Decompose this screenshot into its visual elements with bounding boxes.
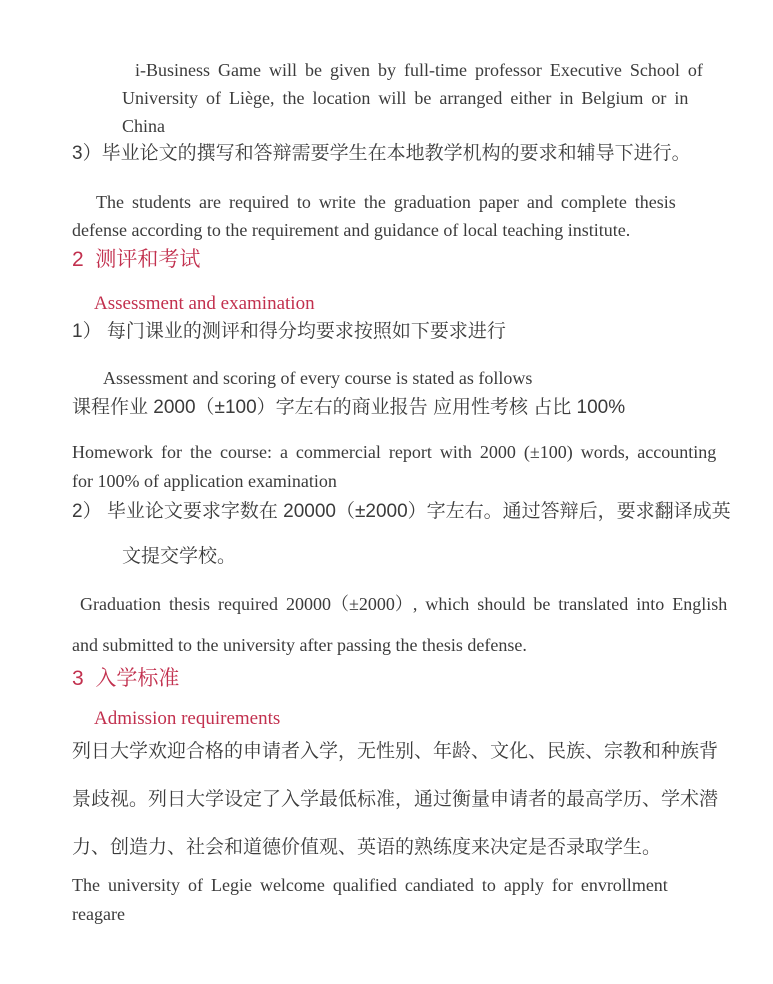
section2-homework-en-line-2: for 100% of application examination bbox=[72, 471, 337, 491]
section2-heading-zh: 2 测评和考试 bbox=[72, 248, 201, 271]
section3-heading-en: Admission requirements bbox=[94, 708, 281, 729]
section3-body-en-line-2: reagare bbox=[72, 904, 125, 924]
intro-line-1: i-Business Game will be given by full-time professor Executive School of bbox=[135, 60, 703, 80]
section3-heading-zh: 3 入学标准 bbox=[72, 667, 180, 690]
section3-body-zh-line-2: 景歧视。列日大学设定了入学最低标准，通过衡量申请者的最高学历、学术潜 bbox=[72, 789, 719, 810]
section2-thesis-en-line-1: Graduation thesis required 20000（±2000）, which should be translated into English bbox=[80, 594, 728, 614]
section3-body-en-line-1: The university of Legie welcome qualified candiated to apply for envrollment bbox=[72, 875, 668, 895]
section2-item2-zh-line-2: 文提交学校。 bbox=[122, 546, 237, 567]
intro-line-3: China bbox=[122, 116, 165, 136]
section2-item1-zh: 1） 每门课业的测评和得分均要求按照如下要求进行 bbox=[72, 321, 506, 342]
section2-item2-zh-line-1: 2） 毕业论文要求字数在 20000（±2000）字左右。通过答辩后，要求翻译成英 bbox=[72, 501, 731, 522]
section3-body-zh-line-1: 列日大学欢迎合格的申请者入学，无性别、年龄、文化、民族、宗教和种族背 bbox=[72, 741, 719, 762]
section2-thesis-en-line-2: and submitted to the university after passing the thesis defense. bbox=[72, 635, 527, 655]
section2-homework-en-line-1: Homework for the course: a commercial report with 2000 (±100) words, accounting bbox=[72, 442, 717, 462]
item3-zh: 3）毕业论文的撰写和答辩需要学生在本地教学机构的要求和辅导下进行。 bbox=[72, 143, 691, 164]
section2-coursework-zh: 课程作业 2000（±100）字左右的商业报告 应用性考核 占比 100% bbox=[72, 397, 626, 418]
item3-en-line-2: defense according to the requirement and guidance of local teaching institute. bbox=[72, 220, 631, 240]
section3-body-zh-line-3: 力、创造力、社会和道德价值观、英语的熟练度来决定是否录取学生。 bbox=[72, 837, 662, 858]
item3-en-line-1: The students are required to write the graduation paper and complete thesis bbox=[96, 192, 676, 212]
section2-item1-en: Assessment and scoring of every course is stated as follows bbox=[103, 368, 533, 388]
section2-heading-en: Assessment and examination bbox=[94, 293, 315, 314]
intro-line-2: University of Liège, the location will be arranged either in Belgium or in bbox=[122, 88, 689, 108]
